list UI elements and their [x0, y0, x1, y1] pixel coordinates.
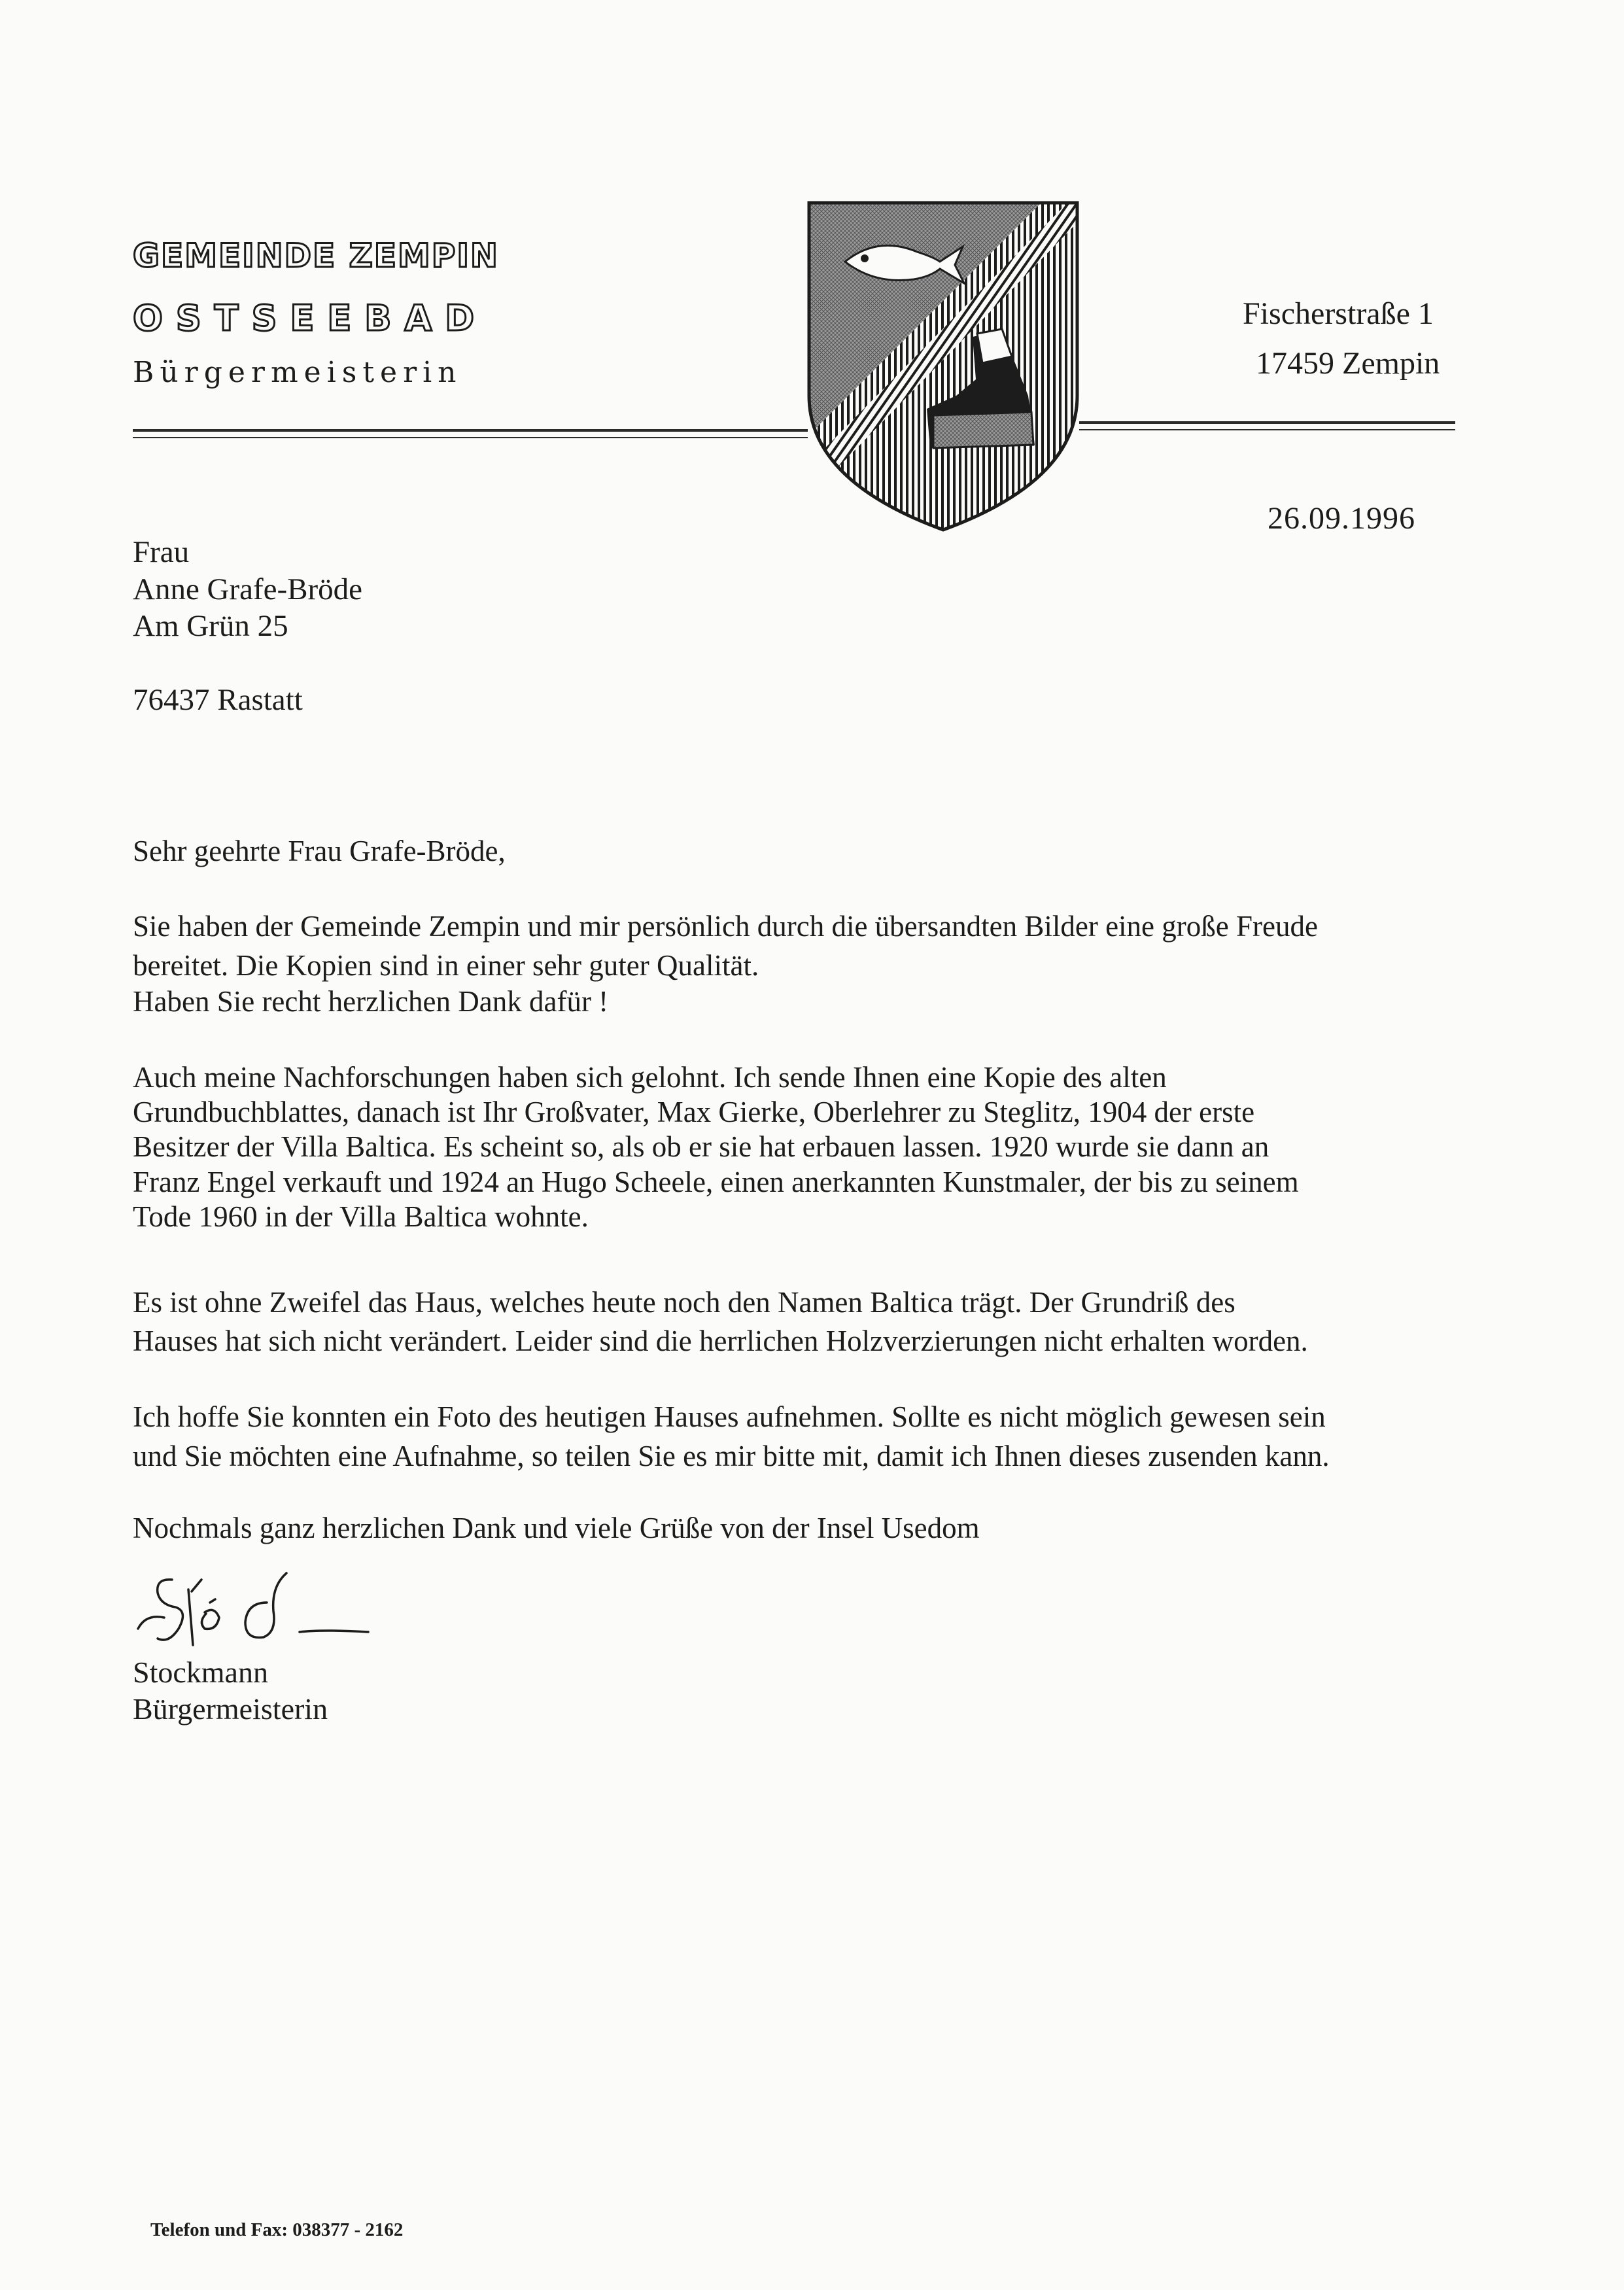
- coat-of-arms: [806, 200, 1080, 533]
- handwritten-signature: [133, 1567, 407, 1658]
- recipient-name: Anne Grafe-Bröde: [133, 572, 363, 606]
- letterhead-rule-right-thin: [1079, 429, 1455, 430]
- paragraph-2-line-4: Franz Engel verkauft und 1924 an Hugo Scheele, einen anerkannten Kunstmaler, der bis zu seinem: [133, 1166, 1299, 1198]
- recipient-city: 76437 Rastatt: [133, 683, 303, 717]
- footer-contact: Telefon und Fax: 038377 - 2162: [150, 2219, 404, 2240]
- closing-line: Nochmals ganz herzlichen Dank und viele Grüße von der Insel Usedom: [133, 1512, 980, 1544]
- letterhead-rule-right: [1079, 421, 1455, 424]
- paragraph-2-line-2: Grundbuchblattes, danach ist Ihr Großvater, Max Gierke, Oberlehrer zu Steglitz, 1904 der erste: [133, 1096, 1255, 1128]
- paragraph-1-line-2: bereitet. Die Kopien sind in einer sehr guter Qualität.: [133, 949, 759, 982]
- paragraph-2-line-5: Tode 1960 in der Villa Baltica wohnte.: [133, 1200, 589, 1233]
- letterhead-org-subtitle: OSTSEEBAD: [133, 298, 488, 339]
- letterhead-rule-left: [133, 429, 808, 432]
- letterhead-org-role: Bürgermeisterin: [133, 356, 462, 389]
- paragraph-2-line-1: Auch meine Nachforschungen haben sich gelohnt. Ich sende Ihnen eine Kopie des alten: [133, 1061, 1167, 1094]
- paragraph-1-line-1: Sie haben der Gemeinde Zempin und mir persönlich durch die übersandten Bilder eine große Freude: [133, 910, 1318, 943]
- paragraph-3-line-1: Es ist ohne Zweifel das Haus, welches heute noch den Namen Baltica trägt. Der Grundriß des: [133, 1286, 1235, 1319]
- sender-city: 17459 Zempin: [1256, 346, 1440, 381]
- letterhead-org-name: GEMEINDE ZEMPIN: [133, 237, 499, 275]
- recipient-street: Am Grün 25: [133, 609, 288, 643]
- signatory-title: Bürgermeisterin: [133, 1692, 328, 1726]
- greeting: Sehr geehrte Frau Grafe-Bröde,: [133, 835, 506, 867]
- letterhead-rule-left-thin: [133, 437, 808, 438]
- paragraph-3-line-2: Hauses hat sich nicht verändert. Leider sind die herrlichen Holzverzierungen nicht erhalten worden.: [133, 1325, 1308, 1357]
- recipient-salutation: Frau: [133, 535, 190, 569]
- paragraph-4-line-1: Ich hoffe Sie konnten ein Foto des heutigen Hauses aufnehmen. Sollte es nicht möglich gewesen sein: [133, 1400, 1326, 1433]
- letter-date: 26.09.1996: [1268, 501, 1415, 536]
- paragraph-1-line-3: Haben Sie recht herzlichen Dank dafür !: [133, 985, 609, 1018]
- paragraph-4-line-2: und Sie möchten eine Aufnahme, so teilen Sie es mir bitte mit, damit ich Ihnen dieses zusenden kann.: [133, 1440, 1330, 1472]
- signatory-name: Stockmann: [133, 1656, 268, 1689]
- paragraph-2-line-3: Besitzer der Villa Baltica. Es scheint so, als ob er sie hat erbauen lassen. 1920 wurde sie dann an: [133, 1130, 1270, 1163]
- sender-street: Fischerstraße 1: [1243, 296, 1434, 331]
